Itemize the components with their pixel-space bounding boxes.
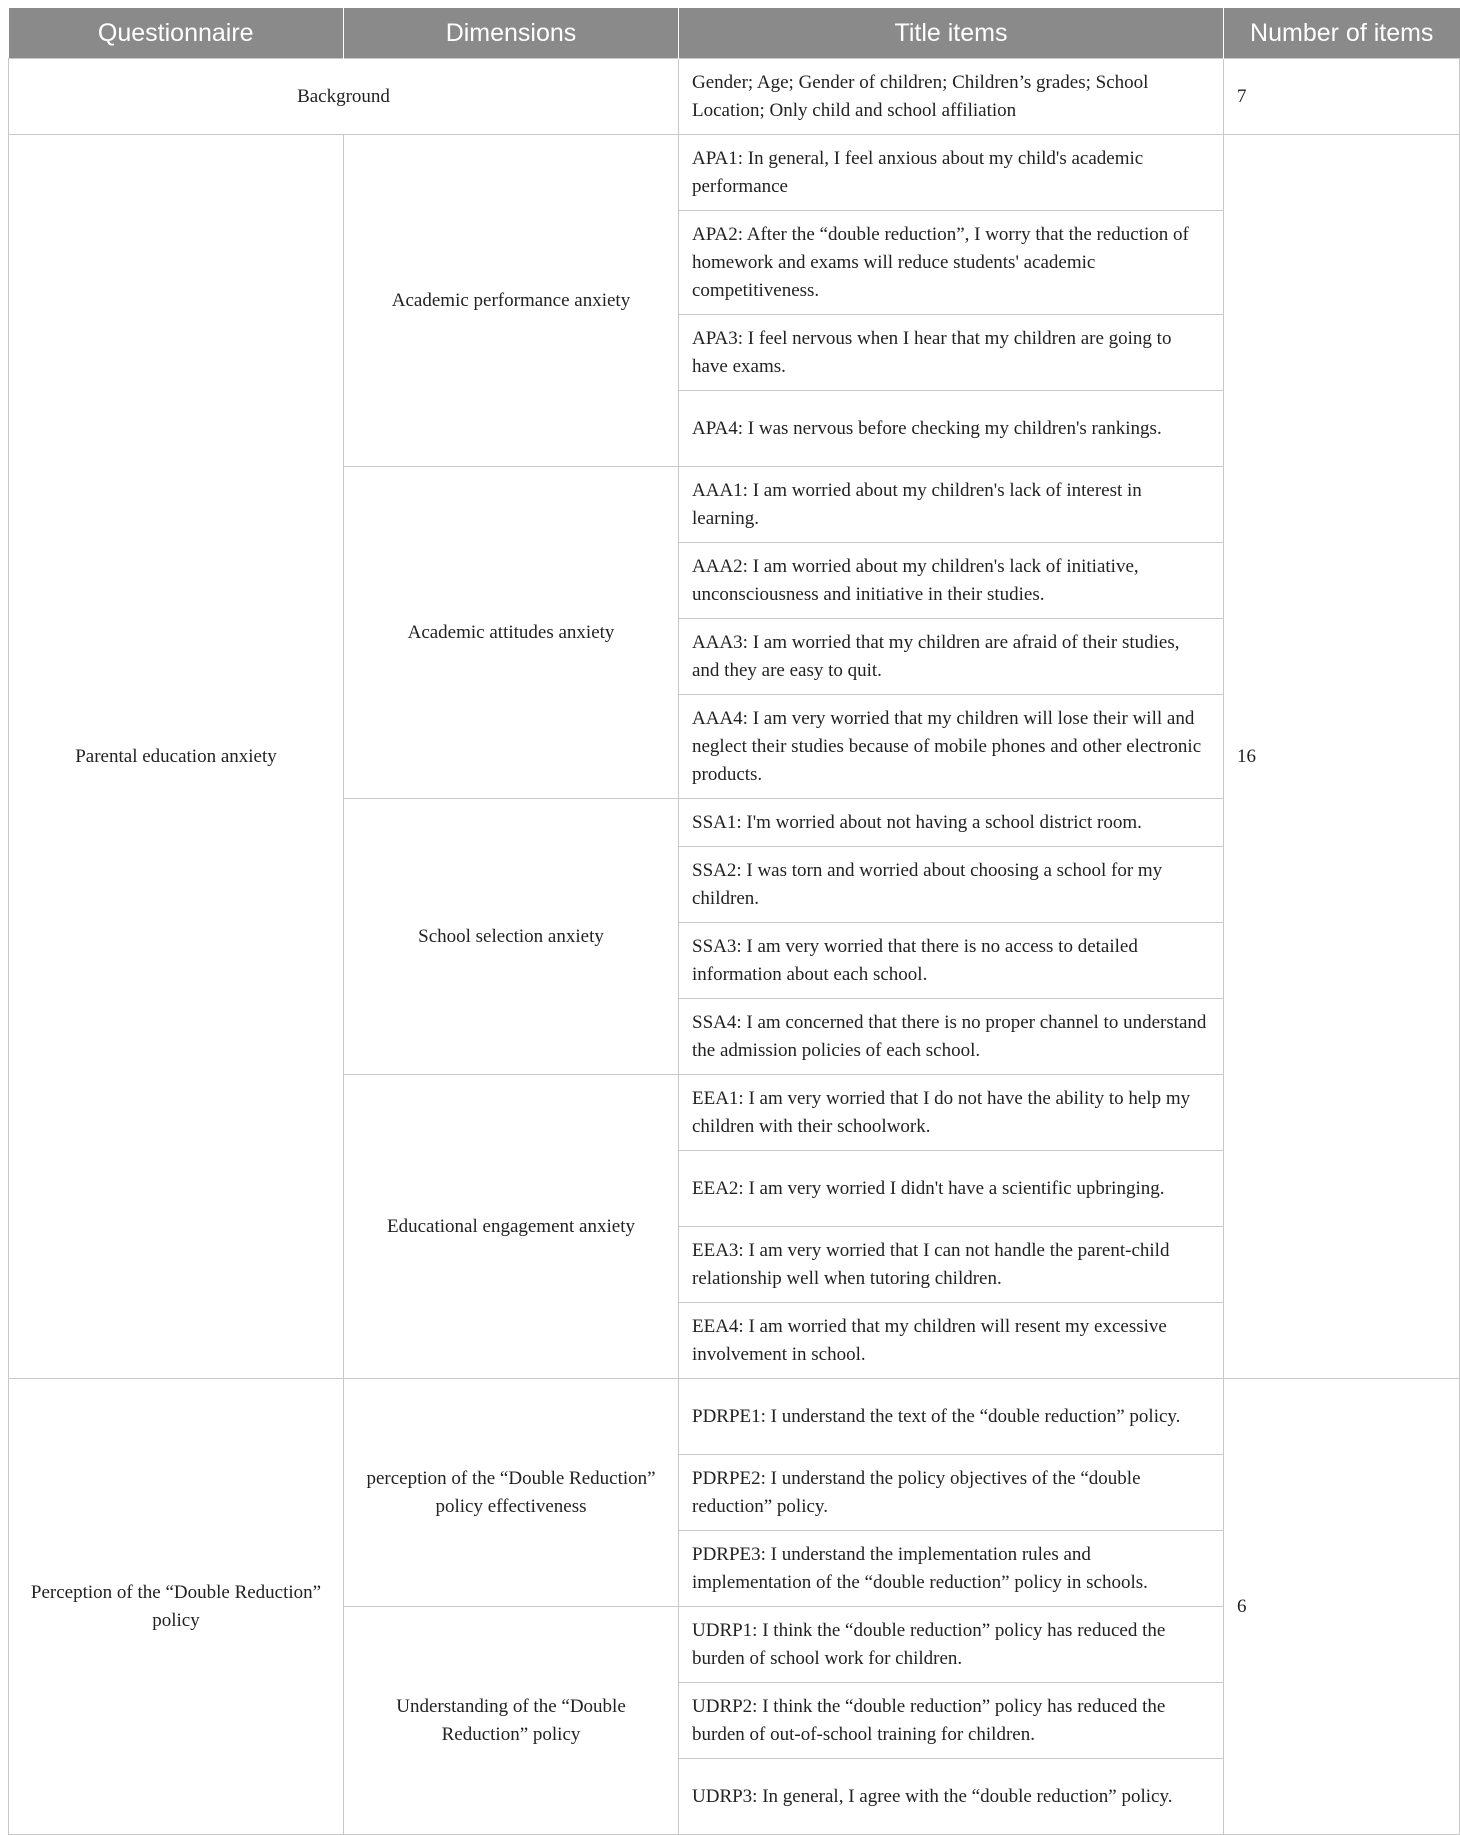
dimension-cell: School selection anxiety xyxy=(344,799,679,1075)
dimension-cell: Academic performance anxiety xyxy=(344,135,679,467)
column-header-dimensions: Dimensions xyxy=(344,8,679,59)
title-item-cell: APA2: After the “double reduction”, I worry that the reduction of homework and exams will reduce students' academic competitiveness. xyxy=(679,211,1224,315)
item-count-cell: 16 xyxy=(1224,135,1460,1379)
dimension-cell: Understanding of the “Double Reduction” policy xyxy=(344,1607,679,1835)
title-item-cell: SSA1: I'm worried about not having a school district room. xyxy=(679,799,1224,847)
column-header-questionnaire: Questionnaire xyxy=(9,8,344,59)
title-item-cell: PDRPE1: I understand the text of the “double reduction” policy. xyxy=(679,1379,1224,1455)
dimension-cell: Educational engagement anxiety xyxy=(344,1075,679,1379)
questionnaire-cell: Perception of the “Double Reduction” policy xyxy=(9,1379,344,1835)
title-item-cell: EEA4: I am worried that my children will resent my excessive involvement in school. xyxy=(679,1303,1224,1379)
item-count-cell: 6 xyxy=(1224,1379,1460,1835)
table-row-background xyxy=(9,59,1460,135)
title-item-cell: SSA4: I am concerned that there is no proper channel to understand the admission policies of each school. xyxy=(679,999,1224,1075)
title-item-cell: EEA3: I am very worried that I can not handle the parent-child relationship well when tutoring children. xyxy=(679,1227,1224,1303)
title-item-cell: UDRP1: I think the “double reduction” policy has reduced the burden of school work for children. xyxy=(679,1607,1224,1683)
title-item-cell: AAA4: I am very worried that my children will lose their will and neglect their studies because of mobile phones and other electronic products. xyxy=(679,695,1224,799)
questionnaire-table xyxy=(8,8,1460,1835)
dimension-cell: perception of the “Double Reduction” policy effectiveness xyxy=(344,1379,679,1607)
title-item-cell: AAA2: I am worried about my children's lack of initiative, unconsciousness and initiative in their studies. xyxy=(679,543,1224,619)
title-item-cell: PDRPE2: I understand the policy objectives of the “double reduction” policy. xyxy=(679,1455,1224,1531)
table-row xyxy=(9,1379,1460,1455)
title-item-cell: SSA2: I was torn and worried about choosing a school for my children. xyxy=(679,847,1224,923)
column-header-number-of-items: Number of items xyxy=(1224,8,1460,59)
title-item-cell: APA4: I was nervous before checking my children's rankings. xyxy=(679,391,1224,467)
title-item-cell: APA1: In general, I feel anxious about my child's academic performance xyxy=(679,135,1224,211)
title-item-cell: PDRPE3: I understand the implementation rules and implementation of the “double reduction” policy in schools. xyxy=(679,1531,1224,1607)
title-item-cell: EEA2: I am very worried I didn't have a scientific upbringing. xyxy=(679,1151,1224,1227)
title-item-cell: SSA3: I am very worried that there is no access to detailed information about each school. xyxy=(679,923,1224,999)
column-header-title-items: Title items xyxy=(679,8,1224,59)
table-row xyxy=(9,135,1460,211)
background-count: 7 xyxy=(1224,59,1460,135)
header-row xyxy=(9,8,1460,59)
title-item-cell: AAA3: I am worried that my children are afraid of their studies, and they are easy to quit. xyxy=(679,619,1224,695)
dimension-cell: Academic attitudes anxiety xyxy=(344,467,679,799)
title-item-cell: UDRP2: I think the “double reduction” policy has reduced the burden of out-of-school training for children. xyxy=(679,1683,1224,1759)
title-item-cell: EEA1: I am very worried that I do not have the ability to help my children with their schoolwork. xyxy=(679,1075,1224,1151)
title-item-cell: APA3: I feel nervous when I hear that my children are going to have exams. xyxy=(679,315,1224,391)
background-label: Background xyxy=(9,59,679,135)
background-items: Gender; Age; Gender of children; Children’s grades; School Location; Only child and school affiliation xyxy=(679,59,1224,135)
table-body xyxy=(9,59,1460,1835)
title-item-cell: UDRP3: In general, I agree with the “double reduction” policy. xyxy=(679,1759,1224,1835)
questionnaire-cell: Parental education anxiety xyxy=(9,135,344,1379)
title-item-cell: AAA1: I am worried about my children's lack of interest in learning. xyxy=(679,467,1224,543)
